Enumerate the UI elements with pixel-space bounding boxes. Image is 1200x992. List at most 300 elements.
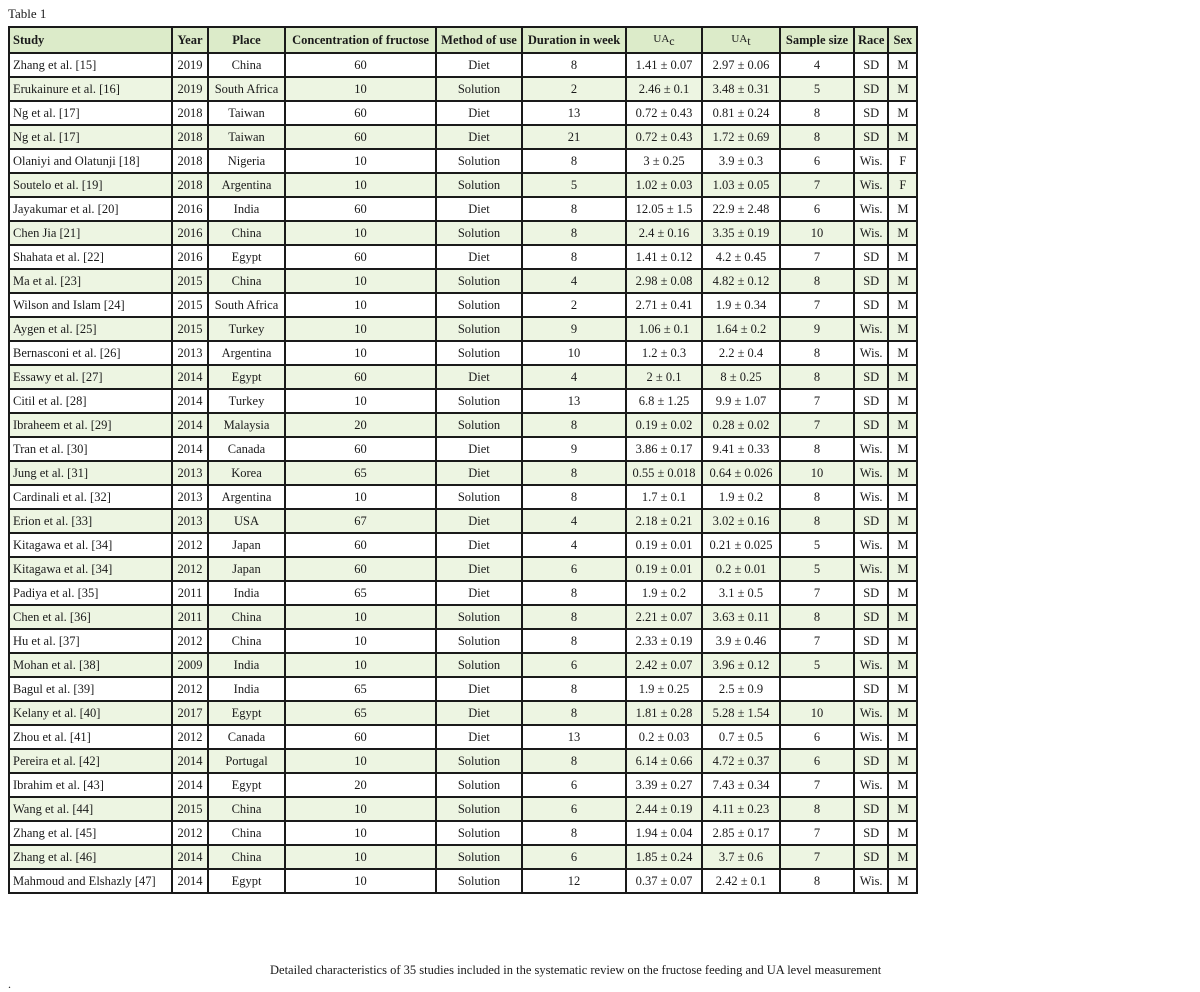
cell-sex: M bbox=[888, 557, 917, 581]
cell-sample-size: 8 bbox=[780, 125, 854, 149]
table-row bbox=[9, 461, 917, 485]
cell-year: 2016 bbox=[172, 197, 208, 221]
cell-ua-treatment: 2.85 ± 0.17 bbox=[702, 821, 780, 845]
cell-concentration: 65 bbox=[285, 701, 436, 725]
cell-year: 2016 bbox=[172, 221, 208, 245]
cell-ua-control: 1.2 ± 0.3 bbox=[626, 341, 702, 365]
table-body bbox=[9, 53, 917, 893]
cell-sex: M bbox=[888, 701, 917, 725]
cell-race: Wis. bbox=[854, 653, 888, 677]
cell-ua-treatment: 5.28 ± 1.54 bbox=[702, 701, 780, 725]
cell-concentration: 10 bbox=[285, 797, 436, 821]
cell-concentration: 10 bbox=[285, 605, 436, 629]
cell-race: SD bbox=[854, 77, 888, 101]
header-sample-size: Sample size bbox=[780, 27, 854, 53]
cell-duration: 4 bbox=[522, 509, 626, 533]
cell-duration: 8 bbox=[522, 245, 626, 269]
cell-study: Ibrahim et al. [43] bbox=[9, 773, 172, 797]
cell-duration: 13 bbox=[522, 725, 626, 749]
table-row bbox=[9, 605, 917, 629]
cell-duration: 8 bbox=[522, 629, 626, 653]
cell-concentration: 60 bbox=[285, 245, 436, 269]
cell-year: 2018 bbox=[172, 149, 208, 173]
table-row bbox=[9, 53, 917, 77]
cell-race: Wis. bbox=[854, 437, 888, 461]
cell-method: Diet bbox=[436, 533, 522, 557]
cell-ua-treatment: 0.2 ± 0.01 bbox=[702, 557, 780, 581]
cell-concentration: 65 bbox=[285, 677, 436, 701]
cell-place: Japan bbox=[208, 557, 285, 581]
cell-ua-control: 2.18 ± 0.21 bbox=[626, 509, 702, 533]
cell-sex: M bbox=[888, 269, 917, 293]
cell-duration: 5 bbox=[522, 173, 626, 197]
cell-place: South Africa bbox=[208, 293, 285, 317]
cell-duration: 8 bbox=[522, 701, 626, 725]
cell-sex: M bbox=[888, 581, 917, 605]
cell-sample-size: 5 bbox=[780, 77, 854, 101]
table-row bbox=[9, 845, 917, 869]
cell-ua-control: 1.41 ± 0.07 bbox=[626, 53, 702, 77]
cell-sex: M bbox=[888, 725, 917, 749]
cell-sex: M bbox=[888, 101, 917, 125]
cell-duration: 8 bbox=[522, 53, 626, 77]
cell-sex: M bbox=[888, 533, 917, 557]
cell-race: Wis. bbox=[854, 341, 888, 365]
cell-year: 2019 bbox=[172, 77, 208, 101]
cell-sample-size: 6 bbox=[780, 149, 854, 173]
cell-year: 2012 bbox=[172, 677, 208, 701]
cell-study: Cardinali et al. [32] bbox=[9, 485, 172, 509]
table-row bbox=[9, 509, 917, 533]
table-row bbox=[9, 293, 917, 317]
cell-ua-control: 2.71 ± 0.41 bbox=[626, 293, 702, 317]
cell-place: Korea bbox=[208, 461, 285, 485]
table-row bbox=[9, 149, 917, 173]
cell-sample-size: 5 bbox=[780, 557, 854, 581]
cell-sample-size: 10 bbox=[780, 221, 854, 245]
header-duration: Duration in week bbox=[522, 27, 626, 53]
cell-method: Diet bbox=[436, 557, 522, 581]
cell-concentration: 10 bbox=[285, 269, 436, 293]
cell-race: SD bbox=[854, 845, 888, 869]
cell-sample-size: 6 bbox=[780, 197, 854, 221]
table-row bbox=[9, 869, 917, 893]
cell-place: South Africa bbox=[208, 77, 285, 101]
cell-race: SD bbox=[854, 821, 888, 845]
cell-place: Taiwan bbox=[208, 101, 285, 125]
cell-year: 2014 bbox=[172, 773, 208, 797]
cell-duration: 9 bbox=[522, 317, 626, 341]
cell-sample-size: 7 bbox=[780, 845, 854, 869]
cell-ua-treatment: 22.9 ± 2.48 bbox=[702, 197, 780, 221]
cell-sample-size bbox=[780, 677, 854, 701]
cell-study: Zhang et al. [46] bbox=[9, 845, 172, 869]
cell-ua-treatment: 3.1 ± 0.5 bbox=[702, 581, 780, 605]
cell-ua-treatment: 9.9 ± 1.07 bbox=[702, 389, 780, 413]
cell-duration: 4 bbox=[522, 533, 626, 557]
cell-year: 2014 bbox=[172, 437, 208, 461]
cell-sample-size: 4 bbox=[780, 53, 854, 77]
cell-duration: 13 bbox=[522, 101, 626, 125]
table-row bbox=[9, 557, 917, 581]
table-row bbox=[9, 245, 917, 269]
cell-place: India bbox=[208, 677, 285, 701]
cell-study: Jayakumar et al. [20] bbox=[9, 197, 172, 221]
cell-ua-treatment: 0.28 ± 0.02 bbox=[702, 413, 780, 437]
cell-race: SD bbox=[854, 53, 888, 77]
cell-method: Diet bbox=[436, 53, 522, 77]
header-method: Method of use bbox=[436, 27, 522, 53]
cell-ua-treatment: 4.2 ± 0.45 bbox=[702, 245, 780, 269]
cell-study: Wilson and Islam [24] bbox=[9, 293, 172, 317]
cell-ua-control: 1.41 ± 0.12 bbox=[626, 245, 702, 269]
cell-place: Canada bbox=[208, 437, 285, 461]
cell-year: 2014 bbox=[172, 845, 208, 869]
cell-ua-treatment: 0.64 ± 0.026 bbox=[702, 461, 780, 485]
cell-place: Egypt bbox=[208, 869, 285, 893]
cell-sex: M bbox=[888, 197, 917, 221]
cell-concentration: 10 bbox=[285, 77, 436, 101]
cell-study: Bernasconi et al. [26] bbox=[9, 341, 172, 365]
cell-year: 2014 bbox=[172, 869, 208, 893]
cell-ua-treatment: 0.7 ± 0.5 bbox=[702, 725, 780, 749]
cell-year: 2017 bbox=[172, 701, 208, 725]
cell-method: Solution bbox=[436, 485, 522, 509]
cell-ua-control: 3 ± 0.25 bbox=[626, 149, 702, 173]
cell-place: China bbox=[208, 629, 285, 653]
cell-concentration: 65 bbox=[285, 461, 436, 485]
cell-year: 2012 bbox=[172, 821, 208, 845]
cell-method: Solution bbox=[436, 293, 522, 317]
cell-ua-treatment: 3.9 ± 0.46 bbox=[702, 629, 780, 653]
cell-concentration: 10 bbox=[285, 845, 436, 869]
cell-study: Citil et al. [28] bbox=[9, 389, 172, 413]
cell-race: SD bbox=[854, 413, 888, 437]
cell-sample-size: 7 bbox=[780, 629, 854, 653]
cell-method: Solution bbox=[436, 629, 522, 653]
cell-study: Zhou et al. [41] bbox=[9, 725, 172, 749]
cell-concentration: 10 bbox=[285, 629, 436, 653]
cell-year: 2011 bbox=[172, 581, 208, 605]
cell-place: Malaysia bbox=[208, 413, 285, 437]
cell-sample-size: 8 bbox=[780, 485, 854, 509]
cell-sample-size: 8 bbox=[780, 797, 854, 821]
cell-ua-treatment: 4.72 ± 0.37 bbox=[702, 749, 780, 773]
cell-study: Essawy et al. [27] bbox=[9, 365, 172, 389]
cell-concentration: 60 bbox=[285, 53, 436, 77]
cell-study: Kitagawa et al. [34] bbox=[9, 557, 172, 581]
cell-sample-size: 7 bbox=[780, 821, 854, 845]
table-row bbox=[9, 101, 917, 125]
cell-ua-control: 0.19 ± 0.01 bbox=[626, 533, 702, 557]
cell-race: Wis. bbox=[854, 485, 888, 509]
cell-place: China bbox=[208, 269, 285, 293]
cell-ua-control: 0.55 ± 0.018 bbox=[626, 461, 702, 485]
cell-concentration: 10 bbox=[285, 341, 436, 365]
cell-concentration: 10 bbox=[285, 173, 436, 197]
cell-method: Solution bbox=[436, 413, 522, 437]
cell-year: 2018 bbox=[172, 173, 208, 197]
cell-sample-size: 7 bbox=[780, 581, 854, 605]
header-ua-treatment-subscript: t bbox=[747, 34, 751, 48]
cell-sample-size: 8 bbox=[780, 341, 854, 365]
cell-ua-treatment: 3.02 ± 0.16 bbox=[702, 509, 780, 533]
cell-duration: 6 bbox=[522, 845, 626, 869]
cell-concentration: 60 bbox=[285, 125, 436, 149]
cell-sex: F bbox=[888, 149, 917, 173]
cell-concentration: 10 bbox=[285, 221, 436, 245]
cell-year: 2013 bbox=[172, 509, 208, 533]
cell-concentration: 20 bbox=[285, 413, 436, 437]
cell-concentration: 60 bbox=[285, 725, 436, 749]
cell-study: Padiya et al. [35] bbox=[9, 581, 172, 605]
cell-duration: 8 bbox=[522, 197, 626, 221]
cell-method: Diet bbox=[436, 581, 522, 605]
cell-concentration: 10 bbox=[285, 149, 436, 173]
table-row bbox=[9, 365, 917, 389]
cell-method: Diet bbox=[436, 509, 522, 533]
cell-concentration: 10 bbox=[285, 821, 436, 845]
cell-race: Wis. bbox=[854, 221, 888, 245]
cell-sample-size: 10 bbox=[780, 461, 854, 485]
cell-race: SD bbox=[854, 389, 888, 413]
cell-year: 2012 bbox=[172, 533, 208, 557]
cell-method: Solution bbox=[436, 869, 522, 893]
cell-ua-control: 2.46 ± 0.1 bbox=[626, 77, 702, 101]
cell-year: 2015 bbox=[172, 269, 208, 293]
cell-race: SD bbox=[854, 797, 888, 821]
cell-study: Ng et al. [17] bbox=[9, 101, 172, 125]
cell-study: Erion et al. [33] bbox=[9, 509, 172, 533]
cell-year: 2013 bbox=[172, 341, 208, 365]
cell-ua-control: 0.2 ± 0.03 bbox=[626, 725, 702, 749]
cell-ua-treatment: 4.11 ± 0.23 bbox=[702, 797, 780, 821]
cell-year: 2013 bbox=[172, 485, 208, 509]
cell-year: 2015 bbox=[172, 317, 208, 341]
cell-sample-size: 7 bbox=[780, 773, 854, 797]
cell-place: Japan bbox=[208, 533, 285, 557]
cell-ua-control: 0.37 ± 0.07 bbox=[626, 869, 702, 893]
cell-concentration: 60 bbox=[285, 437, 436, 461]
cell-sex: M bbox=[888, 509, 917, 533]
cell-study: Pereira et al. [42] bbox=[9, 749, 172, 773]
cell-duration: 6 bbox=[522, 653, 626, 677]
cell-ua-control: 0.72 ± 0.43 bbox=[626, 125, 702, 149]
cell-concentration: 65 bbox=[285, 581, 436, 605]
cell-sample-size: 8 bbox=[780, 365, 854, 389]
cell-race: SD bbox=[854, 293, 888, 317]
header-concentration: Concentration of fructose bbox=[285, 27, 436, 53]
cell-method: Diet bbox=[436, 125, 522, 149]
cell-sample-size: 7 bbox=[780, 173, 854, 197]
table-row bbox=[9, 581, 917, 605]
cell-method: Diet bbox=[436, 677, 522, 701]
cell-sample-size: 8 bbox=[780, 605, 854, 629]
cell-concentration: 10 bbox=[285, 389, 436, 413]
cell-ua-treatment: 2.42 ± 0.1 bbox=[702, 869, 780, 893]
cell-method: Solution bbox=[436, 389, 522, 413]
cell-study: Ibraheem et al. [29] bbox=[9, 413, 172, 437]
cell-study: Kitagawa et al. [34] bbox=[9, 533, 172, 557]
cell-ua-control: 2.4 ± 0.16 bbox=[626, 221, 702, 245]
table-row bbox=[9, 725, 917, 749]
table-row bbox=[9, 485, 917, 509]
cell-race: SD bbox=[854, 269, 888, 293]
cell-study: Mahmoud and Elshazly [47] bbox=[9, 869, 172, 893]
table-row bbox=[9, 821, 917, 845]
table-row bbox=[9, 317, 917, 341]
cell-ua-control: 3.39 ± 0.27 bbox=[626, 773, 702, 797]
header-ua-treatment bbox=[702, 27, 780, 53]
cell-year: 2014 bbox=[172, 365, 208, 389]
cell-method: Diet bbox=[436, 365, 522, 389]
header-sex: Sex bbox=[888, 27, 917, 53]
cell-sex: M bbox=[888, 317, 917, 341]
cell-year: 2018 bbox=[172, 125, 208, 149]
cell-concentration: 10 bbox=[285, 749, 436, 773]
cell-sex: M bbox=[888, 797, 917, 821]
cell-ua-control: 2.98 ± 0.08 bbox=[626, 269, 702, 293]
cell-place: India bbox=[208, 197, 285, 221]
cell-method: Solution bbox=[436, 173, 522, 197]
cell-duration: 6 bbox=[522, 557, 626, 581]
cell-year: 2015 bbox=[172, 797, 208, 821]
cell-race: SD bbox=[854, 245, 888, 269]
cell-study: Chen Jia [21] bbox=[9, 221, 172, 245]
cell-year: 2014 bbox=[172, 413, 208, 437]
cell-concentration: 10 bbox=[285, 317, 436, 341]
cell-ua-control: 6.8 ± 1.25 bbox=[626, 389, 702, 413]
cell-ua-treatment: 7.43 ± 0.34 bbox=[702, 773, 780, 797]
cell-sex: M bbox=[888, 245, 917, 269]
cell-duration: 8 bbox=[522, 605, 626, 629]
studies-table bbox=[8, 26, 918, 894]
cell-race: Wis. bbox=[854, 317, 888, 341]
cell-duration: 8 bbox=[522, 461, 626, 485]
cell-year: 2016 bbox=[172, 245, 208, 269]
cell-ua-control: 2.44 ± 0.19 bbox=[626, 797, 702, 821]
cell-race: Wis. bbox=[854, 173, 888, 197]
cell-concentration: 60 bbox=[285, 365, 436, 389]
cell-sex: M bbox=[888, 389, 917, 413]
cell-ua-treatment: 3.96 ± 0.12 bbox=[702, 653, 780, 677]
cell-ua-treatment: 1.9 ± 0.34 bbox=[702, 293, 780, 317]
cell-study: Wang et al. [44] bbox=[9, 797, 172, 821]
cell-duration: 8 bbox=[522, 749, 626, 773]
cell-race: SD bbox=[854, 509, 888, 533]
cell-duration: 13 bbox=[522, 389, 626, 413]
cell-ua-control: 2.21 ± 0.07 bbox=[626, 605, 702, 629]
cell-race: Wis. bbox=[854, 197, 888, 221]
cell-year: 2014 bbox=[172, 749, 208, 773]
cell-sex: M bbox=[888, 845, 917, 869]
cell-sex: M bbox=[888, 653, 917, 677]
table-row bbox=[9, 413, 917, 437]
cell-sex: M bbox=[888, 53, 917, 77]
cell-study: Ng et al. [17] bbox=[9, 125, 172, 149]
cell-place: Taiwan bbox=[208, 125, 285, 149]
cell-sex: F bbox=[888, 173, 917, 197]
table-row bbox=[9, 677, 917, 701]
cell-race: SD bbox=[854, 365, 888, 389]
cell-sex: M bbox=[888, 341, 917, 365]
cell-method: Diet bbox=[436, 245, 522, 269]
cell-year: 2015 bbox=[172, 293, 208, 317]
cell-race: Wis. bbox=[854, 725, 888, 749]
cell-race: SD bbox=[854, 581, 888, 605]
table-caption: Detailed characteristics of 35 studies included in the systematic review on the fructose feeding and UA level measurement bbox=[270, 963, 882, 977]
header-ua-treatment-base: UA bbox=[731, 33, 748, 45]
table-row bbox=[9, 797, 917, 821]
table-row bbox=[9, 629, 917, 653]
cell-concentration: 10 bbox=[285, 653, 436, 677]
cell-year: 2018 bbox=[172, 101, 208, 125]
cell-sample-size: 5 bbox=[780, 533, 854, 557]
cell-year: 2012 bbox=[172, 629, 208, 653]
cell-study: Zhang et al. [45] bbox=[9, 821, 172, 845]
cell-sex: M bbox=[888, 821, 917, 845]
cell-sex: M bbox=[888, 461, 917, 485]
cell-ua-control: 0.19 ± 0.01 bbox=[626, 557, 702, 581]
cell-study: Erukainure et al. [16] bbox=[9, 77, 172, 101]
table-row bbox=[9, 389, 917, 413]
cell-duration: 8 bbox=[522, 581, 626, 605]
cell-ua-treatment: 0.81 ± 0.24 bbox=[702, 101, 780, 125]
cell-year: 2011 bbox=[172, 605, 208, 629]
cell-duration: 8 bbox=[522, 485, 626, 509]
cell-place: Turkey bbox=[208, 389, 285, 413]
cell-method: Diet bbox=[436, 701, 522, 725]
cell-race: Wis. bbox=[854, 701, 888, 725]
cell-ua-treatment: 3.7 ± 0.6 bbox=[702, 845, 780, 869]
cell-race: Wis. bbox=[854, 869, 888, 893]
cell-sex: M bbox=[888, 629, 917, 653]
cell-sample-size: 7 bbox=[780, 389, 854, 413]
cell-method: Solution bbox=[436, 749, 522, 773]
cell-concentration: 10 bbox=[285, 869, 436, 893]
cell-ua-control: 2.33 ± 0.19 bbox=[626, 629, 702, 653]
cell-concentration: 60 bbox=[285, 533, 436, 557]
cell-concentration: 10 bbox=[285, 293, 436, 317]
cell-ua-treatment: 3.9 ± 0.3 bbox=[702, 149, 780, 173]
cell-race: SD bbox=[854, 749, 888, 773]
cell-concentration: 20 bbox=[285, 773, 436, 797]
cell-method: Solution bbox=[436, 773, 522, 797]
cell-race: SD bbox=[854, 677, 888, 701]
cell-year: 2012 bbox=[172, 557, 208, 581]
cell-year: 2013 bbox=[172, 461, 208, 485]
cell-method: Solution bbox=[436, 77, 522, 101]
cell-study: Soutelo et al. [19] bbox=[9, 173, 172, 197]
cell-ua-control: 2 ± 0.1 bbox=[626, 365, 702, 389]
header-row bbox=[9, 27, 917, 53]
cell-sample-size: 9 bbox=[780, 317, 854, 341]
cell-method: Diet bbox=[436, 461, 522, 485]
cell-duration: 2 bbox=[522, 77, 626, 101]
table-label: Table 1 bbox=[8, 6, 47, 21]
cell-sex: M bbox=[888, 605, 917, 629]
cell-study: Ma et al. [23] bbox=[9, 269, 172, 293]
cell-ua-treatment: 3.63 ± 0.11 bbox=[702, 605, 780, 629]
cell-duration: 8 bbox=[522, 821, 626, 845]
cell-sample-size: 8 bbox=[780, 437, 854, 461]
cell-ua-treatment: 4.82 ± 0.12 bbox=[702, 269, 780, 293]
cell-race: Wis. bbox=[854, 461, 888, 485]
cell-concentration: 60 bbox=[285, 197, 436, 221]
header-ua-control-subscript: c bbox=[669, 34, 675, 48]
cell-study: Chen et al. [36] bbox=[9, 605, 172, 629]
cell-ua-treatment: 9.41 ± 0.33 bbox=[702, 437, 780, 461]
